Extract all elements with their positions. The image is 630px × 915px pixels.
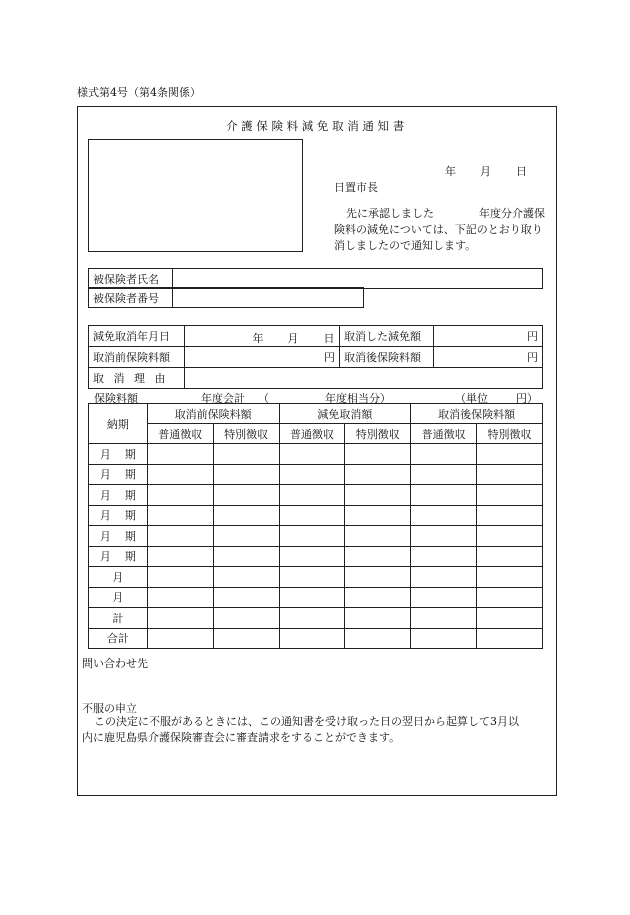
- amount-cell[interactable]: [345, 464, 411, 485]
- amount-cell[interactable]: [477, 628, 543, 649]
- amount-cell[interactable]: [477, 608, 543, 629]
- table-row: [89, 464, 543, 485]
- period-month: 月: [112, 570, 124, 584]
- period-term: 期: [124, 509, 136, 523]
- period-cell: [89, 464, 148, 485]
- amount-cell[interactable]: [345, 587, 411, 608]
- amount-cell[interactable]: [345, 505, 411, 526]
- form-reference: 様式第4号（第4条関係）: [77, 86, 201, 99]
- period-cell: [89, 526, 148, 547]
- reduced-amount-label: 取消した減免額: [340, 326, 434, 347]
- table-row: [89, 608, 543, 629]
- group-before-header: 取消前保険料額: [147, 404, 279, 424]
- amount-cell[interactable]: [477, 485, 543, 506]
- cancel-date-day: 日: [323, 331, 335, 345]
- cancel-reason-label: 取 消 理 由: [89, 368, 185, 389]
- amount-cell[interactable]: [279, 444, 345, 465]
- insured-number-field[interactable]: [173, 288, 364, 308]
- document-title: 介 護 保 険 料 減 免 取 消 通 知 書: [226, 119, 405, 133]
- date-month: 月: [480, 165, 491, 178]
- amount-cell[interactable]: [477, 444, 543, 465]
- amount-cell[interactable]: [147, 526, 213, 547]
- period-cell: [89, 485, 148, 506]
- amount-cell[interactable]: [213, 608, 279, 629]
- cancel-date-label: 減免取消年月日: [89, 326, 185, 347]
- period-month: 月: [99, 550, 111, 564]
- amount-cell[interactable]: [279, 546, 345, 567]
- group-reduction-header: 減免取消額: [279, 404, 411, 424]
- amount-cell[interactable]: [411, 628, 477, 649]
- amount-cell[interactable]: [411, 608, 477, 629]
- amount-cell[interactable]: [213, 526, 279, 547]
- period-month: 月: [99, 488, 111, 502]
- insured-name-field[interactable]: [173, 269, 543, 289]
- period-term: 期: [124, 550, 136, 564]
- insured-name-table: [88, 268, 543, 289]
- amount-cell[interactable]: [279, 567, 345, 588]
- amount-cell[interactable]: [213, 546, 279, 567]
- amount-cell[interactable]: [213, 444, 279, 465]
- insured-name-label: 被保険者氏名: [89, 269, 173, 289]
- period-header: 納期: [89, 404, 148, 444]
- date-year: 年: [445, 165, 456, 178]
- period-term: 期: [124, 468, 136, 482]
- amount-cell[interactable]: [213, 505, 279, 526]
- table-row: [89, 526, 543, 547]
- amount-cell[interactable]: [477, 526, 543, 547]
- after-premium-label: 取消後保険料額: [340, 347, 434, 368]
- table-row: [89, 546, 543, 567]
- date-day: 日: [516, 165, 527, 178]
- cancel-reason-field[interactable]: [185, 368, 543, 389]
- cancel-date-month: 月: [287, 331, 299, 345]
- cancel-date-field[interactable]: [185, 326, 340, 347]
- amount-cell[interactable]: [345, 567, 411, 588]
- period-month: 月: [99, 447, 111, 461]
- amount-cell[interactable]: [147, 628, 213, 649]
- table-row: [89, 505, 543, 526]
- period-term: 期: [124, 447, 136, 461]
- amount-cell[interactable]: [411, 567, 477, 588]
- amount-cell[interactable]: [147, 546, 213, 567]
- amount-cell[interactable]: [411, 546, 477, 567]
- message-line-2: 険料の減免については、下記のとおり取り: [334, 223, 543, 236]
- amount-cell[interactable]: [279, 485, 345, 506]
- amount-cell[interactable]: [411, 444, 477, 465]
- appeal-line-2: 内に鹿児島県介護保険審査会に審査請求をすることができます。: [82, 731, 401, 744]
- amount-cell[interactable]: [477, 567, 543, 588]
- premium-table: [88, 403, 543, 649]
- premium-unit-yen: 円）: [516, 392, 538, 405]
- premium-paren: （: [258, 392, 269, 405]
- period-cell: [89, 608, 148, 629]
- message-text-a: 先に承認しました: [346, 207, 434, 220]
- amount-cell[interactable]: [147, 444, 213, 465]
- period-month: 月: [99, 529, 111, 543]
- before-premium-label: 取消前保険料額: [89, 347, 185, 368]
- table-row: [89, 485, 543, 506]
- sub-header-special: 特別徴収: [477, 424, 543, 444]
- amount-cell[interactable]: [279, 628, 345, 649]
- premium-equiv: 年度相当分）: [325, 392, 391, 405]
- address-window: [88, 139, 303, 252]
- sub-header-normal: 普通徴収: [411, 424, 477, 444]
- message-line-3: 消しましたので通知します。: [334, 239, 477, 252]
- amount-cell[interactable]: [411, 485, 477, 506]
- amount-cell[interactable]: [411, 587, 477, 608]
- amount-cell[interactable]: [477, 464, 543, 485]
- sub-header-special: 特別徴収: [345, 424, 411, 444]
- amount-cell[interactable]: [477, 505, 543, 526]
- after-premium-field[interactable]: 円: [434, 347, 543, 368]
- amount-cell[interactable]: [477, 546, 543, 567]
- message-line-1: [346, 206, 434, 222]
- period-cell: [89, 444, 148, 465]
- period-cell: [89, 546, 148, 567]
- period-month: 月: [112, 591, 124, 605]
- amount-cell[interactable]: [213, 587, 279, 608]
- period-month: 月: [99, 468, 111, 482]
- amount-cell[interactable]: [147, 485, 213, 506]
- table-row: [89, 587, 543, 608]
- premium-fiscal: 年度会計: [201, 392, 245, 405]
- cancel-date-year: 年: [252, 331, 264, 345]
- amount-cell[interactable]: [411, 464, 477, 485]
- amount-cell[interactable]: [411, 505, 477, 526]
- amount-cell[interactable]: [213, 485, 279, 506]
- amount-cell[interactable]: [213, 628, 279, 649]
- period-cell: [89, 587, 148, 608]
- amount-cell[interactable]: [213, 567, 279, 588]
- cancel-table: [88, 325, 543, 389]
- amount-cell[interactable]: [147, 464, 213, 485]
- amount-cell[interactable]: [279, 464, 345, 485]
- inquiry-label: 問い合わせ先: [82, 657, 148, 670]
- insured-number-label: 被保険者番号: [89, 288, 173, 308]
- premium-label: 保険料額: [94, 392, 138, 405]
- table-row: [89, 628, 543, 649]
- appeal-line-1: この決定に不服があるときには、この通知書を受け取った日の翌日から起算して3月以: [94, 715, 519, 728]
- period-cell: [89, 567, 148, 588]
- amount-cell[interactable]: [345, 526, 411, 547]
- premium-unit: （単位: [455, 392, 488, 405]
- period-month: 月: [99, 509, 111, 523]
- sub-header-normal: 普通徴収: [279, 424, 345, 444]
- period-month: 計: [112, 611, 124, 625]
- amount-cell[interactable]: [345, 608, 411, 629]
- period-term: 期: [124, 488, 136, 502]
- amount-cell[interactable]: [345, 444, 411, 465]
- amount-cell[interactable]: [345, 628, 411, 649]
- amount-cell[interactable]: [147, 587, 213, 608]
- amount-cell[interactable]: [477, 587, 543, 608]
- sub-header-normal: 普通徴収: [147, 424, 213, 444]
- group-after-header: 取消後保険料額: [411, 404, 543, 424]
- insured-number-table: [88, 287, 364, 308]
- period-cell: [89, 505, 148, 526]
- table-row: [89, 567, 543, 588]
- amount-cell[interactable]: [345, 546, 411, 567]
- amount-cell[interactable]: [411, 526, 477, 547]
- period-cell: [89, 628, 148, 649]
- amount-cell[interactable]: [279, 526, 345, 547]
- message-line-1b: 年度分介護保: [479, 207, 545, 220]
- amount-cell[interactable]: [213, 464, 279, 485]
- amount-cell[interactable]: [279, 505, 345, 526]
- period-term: 期: [124, 529, 136, 543]
- amount-cell[interactable]: [147, 567, 213, 588]
- amount-cell[interactable]: [279, 587, 345, 608]
- amount-cell[interactable]: [279, 608, 345, 629]
- amount-cell[interactable]: [345, 485, 411, 506]
- table-row: [89, 444, 543, 465]
- before-premium-field[interactable]: 円: [185, 347, 340, 368]
- period-month: 合計: [106, 632, 129, 646]
- issuer: 日置市長: [334, 181, 378, 194]
- amount-cell[interactable]: [147, 505, 213, 526]
- amount-cell[interactable]: [147, 608, 213, 629]
- sub-header-special: 特別徴収: [213, 424, 279, 444]
- appeal-title: 不服の申立: [82, 702, 137, 715]
- reduced-amount-field[interactable]: 円: [434, 326, 543, 347]
